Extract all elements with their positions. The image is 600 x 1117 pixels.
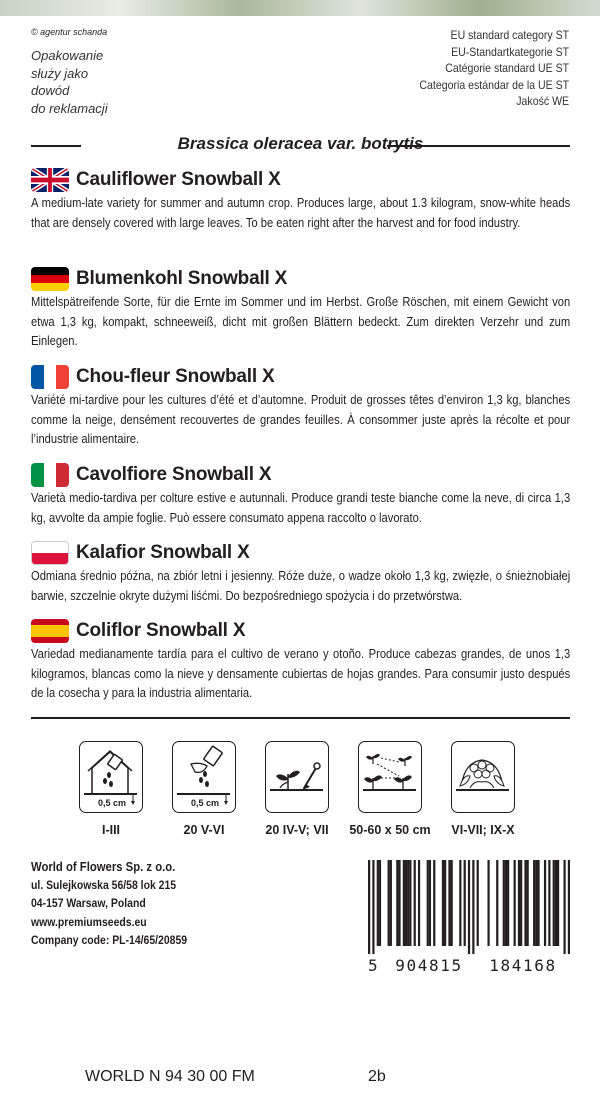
section-text: Variedad medianamente tardía para el cultivo de verano y otoño. Produce cabezas grandes, de unos 1,3 kilogramos, blancas como la nieve y densamente cubiertas de hojas grandes. Para consumir justo después de la cosecha y para la industria alimentaria. bbox=[31, 646, 571, 701]
indoor-sowing-label: I-III bbox=[101, 823, 121, 837]
section-de bbox=[31, 266, 570, 351]
harvest-label: VI-VII; IX-X bbox=[451, 823, 515, 837]
company-info bbox=[31, 858, 187, 949]
top-photo-strip bbox=[0, 0, 600, 16]
barcode-digit-first: 5 bbox=[368, 956, 378, 975]
indoor-sowing-icon bbox=[79, 741, 143, 813]
harvest-icon bbox=[451, 741, 515, 813]
section-text: Odmiana średnio późna, na zbiór letni i jesienny. Róże duże, o wadze około 1,3 kg, zwięzłe, o śnieżnobiałej barwie, szczelnie okryte dużymi liśćmi. Do bezpośredniego spożycia i do przetwórstwa. bbox=[31, 568, 571, 603]
outdoor-sowing-label: 20 V-VI bbox=[183, 823, 225, 837]
company-code: Company code: PL-14/65/20859 bbox=[31, 932, 188, 947]
eu-category-line: EU-Standartkategorie ST bbox=[451, 44, 569, 59]
spanish-flag-icon bbox=[31, 619, 69, 643]
section-divider bbox=[31, 717, 570, 719]
complaint-note-line: służy jako bbox=[31, 65, 89, 81]
section-fr bbox=[31, 364, 570, 449]
planting-icon bbox=[265, 741, 329, 813]
spacing-label: 50-60 x 50 cm bbox=[349, 823, 431, 837]
sowing-depth-label: 0,5 cm bbox=[98, 798, 127, 808]
complaint-note-line: dowód bbox=[31, 83, 70, 98]
polish-flag-icon bbox=[31, 541, 69, 565]
company-name: World of Flowers Sp. z o.o. bbox=[31, 859, 176, 874]
section-text: A medium-late variety for summer and autumn crop. Produces large, about 1.3 kilogram, snow-white heads that are densely covered with large leaves. To be eaten right after the harvest and for food industry. bbox=[31, 195, 571, 230]
section-title: Kalafior Snowball X bbox=[76, 542, 250, 563]
eu-category-line: Catégorie standard UE ST bbox=[445, 61, 569, 76]
section-text: Variété mi-tardive pour les cultures d’été et d’automne. Produit de grosses têtes d’environ 1,3 kg, blanches comme la neige, densément recouvertes de grandes feuilles. À consommer juste après la récolte et pour l’industrie alimentaire. bbox=[31, 392, 571, 447]
section-title: Cavolfiore Snowball X bbox=[76, 464, 272, 485]
uk-flag-icon bbox=[31, 168, 69, 192]
company-website: www.premiumseeds.eu bbox=[31, 914, 147, 929]
footer-code: WORLD N 94 30 00 FM bbox=[85, 1068, 255, 1085]
eu-category-line: Categoria estándar de la UE ST bbox=[419, 77, 569, 92]
section-title: Coliflor Snowball X bbox=[76, 620, 246, 641]
section-pl bbox=[31, 540, 570, 605]
company-street: ul. Sulejkowska 56/58 lok 215 bbox=[31, 878, 177, 893]
sowing-depth-label: 0,5 cm bbox=[191, 798, 220, 808]
outdoor-sowing-icon bbox=[172, 741, 236, 813]
complaint-note-line: do reklamacji bbox=[31, 100, 108, 116]
section-title: Chou-fleur Snowball X bbox=[76, 366, 275, 387]
section-es bbox=[31, 618, 570, 703]
eu-category-line: EU standard category ST bbox=[450, 28, 569, 42]
planting-label: 20 IV-V; VII bbox=[265, 823, 329, 837]
agency-credit: © agentur schanda bbox=[31, 27, 108, 37]
section-text: Varietà medio-tardiva per colture estive e autunnali. Produce grandi teste bianche come la neve, di circa 1,3 kg, avvolte da ampie foglie. Può essere consumato appena raccolto o lavorato. bbox=[31, 490, 571, 525]
section-text: Mittelspätreifende Sorte, für die Ernte im Sommer und im Herbst. Große Röschen, mit einem Gewicht von etwa 1,3 kg, kompakt, schneeweiß, dicht mit großen Blättern bedeckt. Zum direkten Verzehr und zum Einlegen. bbox=[31, 294, 571, 349]
italian-flag-icon bbox=[31, 463, 69, 487]
section-en bbox=[31, 167, 570, 232]
barcode-digits-left: 904815 bbox=[395, 956, 463, 975]
section-it bbox=[31, 462, 570, 527]
barcode-digits-right: 184168 bbox=[489, 956, 557, 975]
latin-name: Brassica oleracea var. botrytis bbox=[177, 134, 424, 153]
german-flag-icon bbox=[31, 267, 69, 291]
footer-number: 2b bbox=[368, 1068, 386, 1085]
ean-barcode bbox=[368, 860, 570, 975]
complaint-note bbox=[31, 47, 108, 117]
section-title: Cauliflower Snowball X bbox=[76, 169, 281, 190]
latin-name-row bbox=[31, 134, 570, 154]
french-flag-icon bbox=[31, 365, 69, 389]
section-title: Blumenkohl Snowball X bbox=[76, 268, 288, 289]
barcode-bars bbox=[368, 860, 570, 954]
company-city: 04-157 Warsaw, Poland bbox=[31, 896, 146, 911]
sowing-icons-row bbox=[79, 741, 519, 861]
spacing-icon bbox=[358, 741, 422, 813]
eu-category-line: Jakość WE bbox=[516, 94, 569, 109]
eu-category bbox=[419, 27, 569, 110]
complaint-note-line: Opakowanie bbox=[31, 48, 104, 63]
